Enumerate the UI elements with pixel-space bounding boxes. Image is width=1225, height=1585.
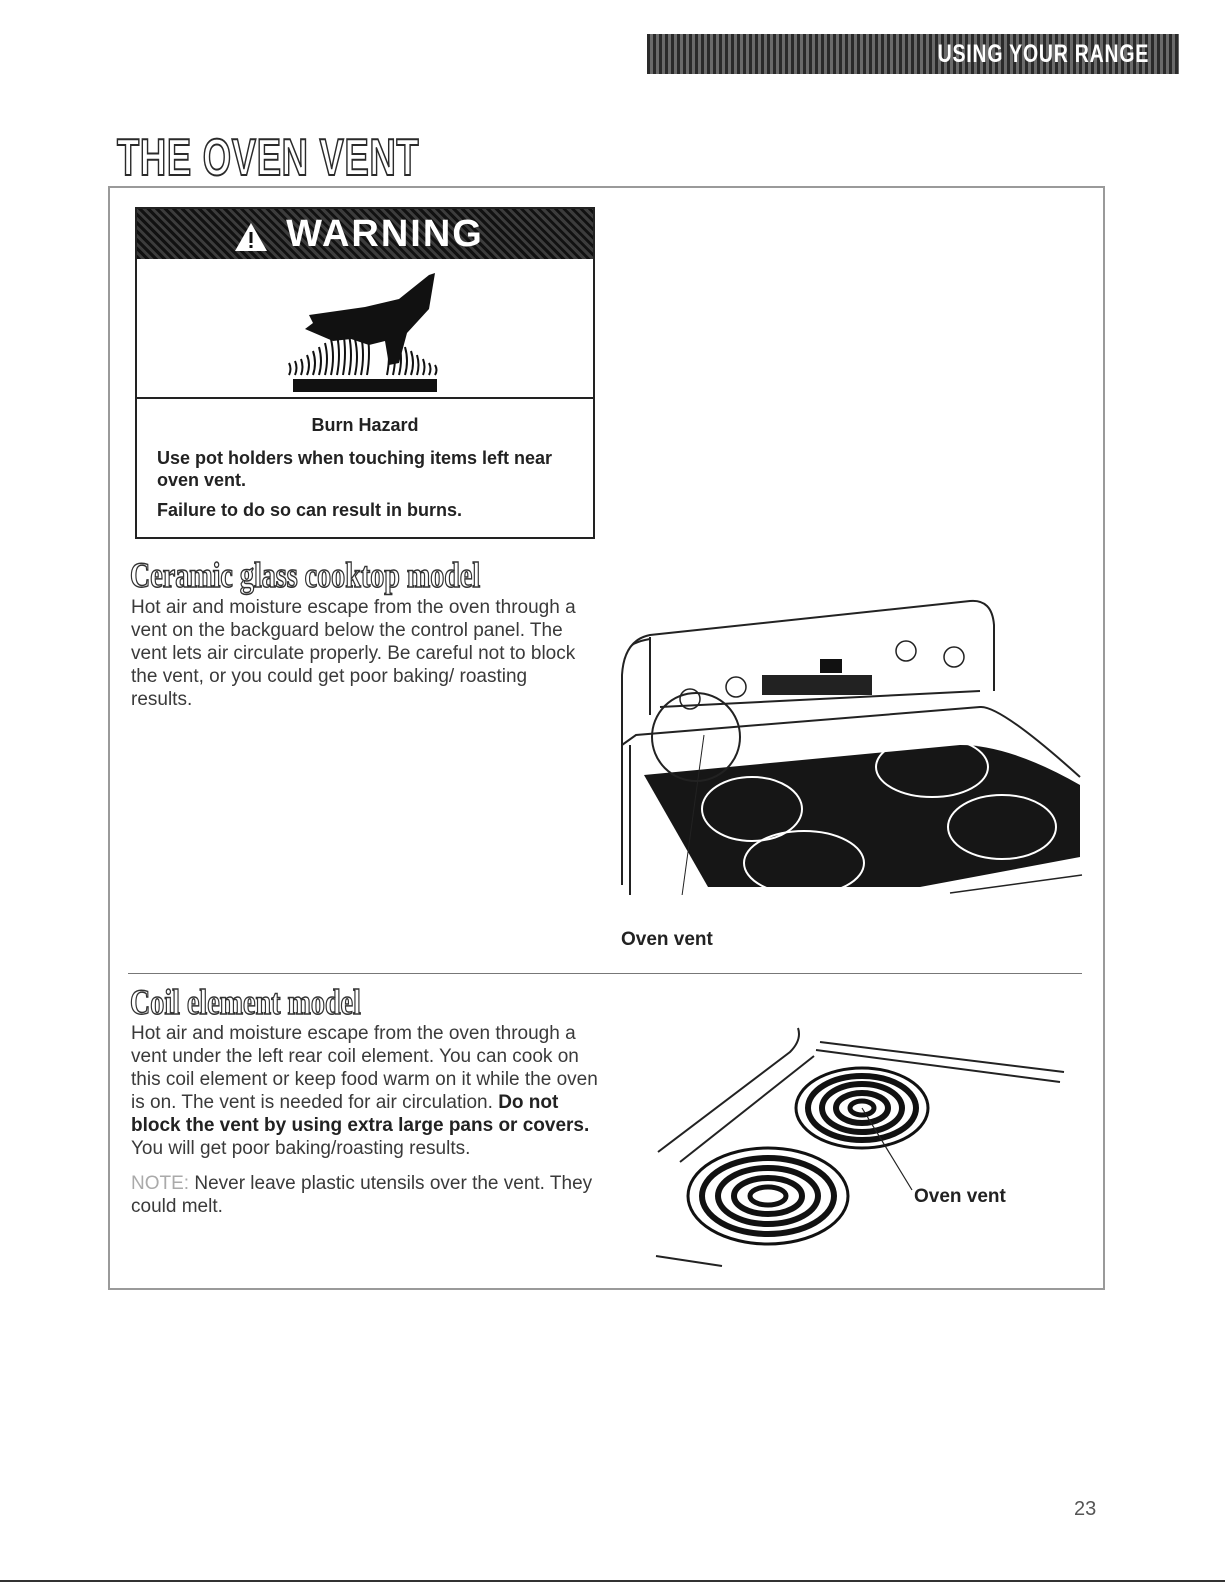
warning-message	[137, 401, 593, 537]
note-text: Never leave plastic utensils over the vent. They could melt.	[131, 1173, 593, 1217]
page-number: 23	[1074, 1498, 1097, 1520]
ceramic-cooktop-icon	[620, 595, 1090, 895]
section-banner	[647, 34, 1179, 74]
coil-oven-vent-label: Oven vent	[914, 1186, 1006, 1207]
coil-body-warning: Do not block the vent by using extra large pans or covers.	[131, 1092, 590, 1136]
ceramic-body: Hot air and moisture escape from the oven through a vent on the backguard below the control panel. The vent lets air circulate properly. Be careful not to block the vent, or you could get poor baking/ roasting results.	[131, 597, 576, 710]
coil-element-icon	[650, 1020, 1070, 1270]
coil-body	[131, 1022, 601, 1160]
coil-body-text: Hot air and moisture escape from the oven through a vent under the left rear coil element. You can cook on this coil element or keep food warm on it while the oven is on. The vent is needed for air circulation.	[131, 1023, 598, 1113]
coil-note	[131, 1172, 601, 1218]
hand-over-heat-icon	[137, 259, 593, 397]
ceramic-oven-vent-label: Oven vent	[621, 929, 713, 950]
warning-header	[137, 209, 593, 259]
section-label: USING YOUR RANGE	[937, 40, 1149, 68]
page-title: THE OVEN VENT	[117, 129, 420, 187]
coil-body-end: You will get poor baking/roasting results.	[131, 1138, 471, 1159]
bottom-rule	[0, 1580, 1225, 1582]
coil-heading: Coil element model	[130, 982, 361, 1022]
warning-panel	[135, 207, 595, 539]
ceramic-heading: Ceramic glass cooktop model	[130, 555, 481, 595]
coil-range-illustration	[650, 1020, 1070, 1275]
warning-consequence: Failure to do so can result in burns.	[157, 500, 463, 520]
ceramic-range-illustration	[620, 595, 1090, 900]
warning-signal-word: WARNING	[286, 213, 484, 255]
hazard-title: Burn Hazard	[311, 415, 419, 435]
note-label: NOTE:	[131, 1173, 190, 1194]
section-divider	[128, 973, 1082, 974]
burn-hazard-illustration	[137, 259, 593, 399]
warning-instruction: Use pot holders when touching items left near oven vent.	[157, 448, 553, 490]
